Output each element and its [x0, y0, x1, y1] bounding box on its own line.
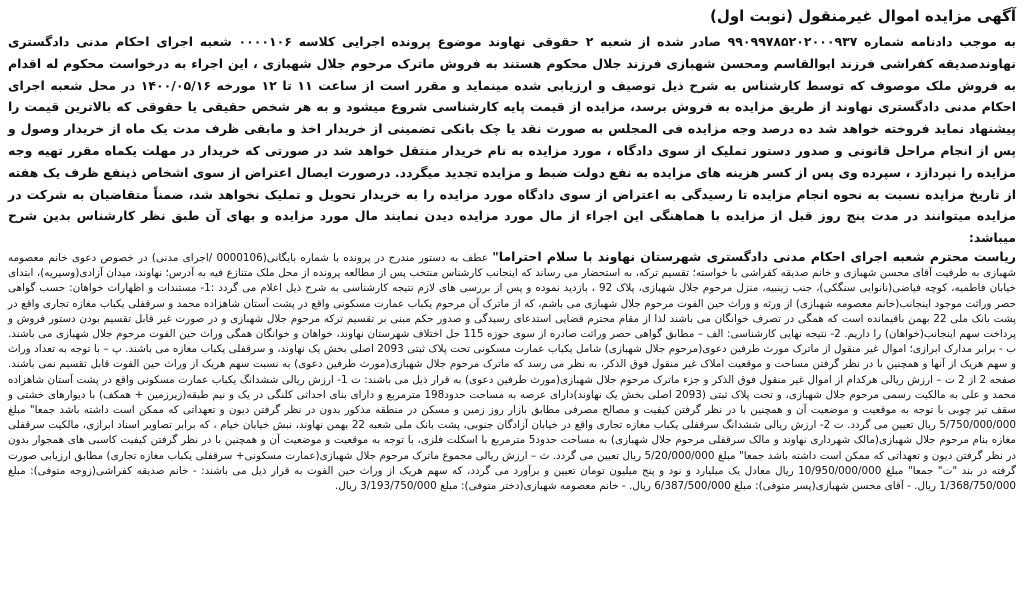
report-body: عطف به دستور مندرج در پرونده با شماره بایگانی(0000106 /اجرای مدنی) در خصوص دعوی خانم معصومه شهبازی به طرفیت آقای محسن شهبازی و خانم صدیقه کفراشی با خواسته؛ تقسیم ترکه، به استحضار می رساند که اینجانب کارشناس منتخب پس از مطالعه پرونده از محل ملک متنازع فیه به آدرس؛ نهاوند، میدان آزادی(وسیریه)، ابتدای خیابان فاطمیه، کوچه فیاضی(نانوایی سنگکی)، جنب زینبیه، منزل مرحوم جلال شهبازی، پلاک 92 ، بازدید نموده و پس از بررسی های لازم نتیجه کارشناسی به شرح ذیل اعلام می گردد :1- مستندات و اظهارات خواهان: حسب گواهی حصر وراثت موجود اینجانب(خانم معصومه شهبازی) از ورثه و وراث حین الفوت مرحوم جلال شهبازی می باشم، که از ماترک آن مرحوم یکباب عمارت مسکونی واقع در پشت آستان شاهزاده محمد و سرقفلی یکباب مغازه تجاری واقع در پشت بانک ملی 22 بهمن باقیمانده است که همگی در تصرف خوانگان می باشند لذا از مقام محترم قضایی استدعای رسیدگی و صدور حکم مبنی بر تقسیم ترکه مرحوم جلال شهبازی و در صورت غیر قابل تقسیم بودن دستور فروش و پرداخت سهم اینجانب(خواهان) را داریم. 2- نتیجه نهایی کارشناسی: الف – مطابق گواهی حصر وراثت صادره از سوی حوزه 115 حل اختلاف شهرستان نهاوند، خواهان و خوانگان همگی وراث حین الفوت مرحوم جلال شهبازی می باشند. ب - برابر مدارک ابرازی؛ اموال غیر منقول از ماترک مورث طرفین دعوی(مرحوم جلال شهبازی) شامل یکباب عمارت مسکونی تحت پلاک ثبتی 2093 اصلی بخش یک نهاوند، و سرقفلی یکباب مغازه می باشند. پ – با توجه به تعداد وراث و سهم هریک از آنها و همچنین با در نظر گرفتن مساحت و موقعیت املاک غیر منقول فوق الذکر، به نظر می رسد که ماترک مرحوم جلال شهبازی(مورث طرفین دعوی) به نسبت سهم هریک از وراث حین الفوت قابل تقسیم نمی باشند. صفحه 2 از 2 ت – ارزش ریالی هرکدام از اموال غیر منقول فوق الذکر و جزء ماترک مرحوم جلال شهبازی(مورث طرفین دعوی) به قرار ذیل می باشند: ت 1- ارزش ریالی ششدانگ یکباب عمارت مسکونی واقع در پشت آستان شاهزاده محمد و علی به مالکیت رسمی مرحوم جلال شهبازی، و تحت پلاک ثبتی (2093 اصلی بخش یک نهاوند)دارای عرصه به مساحت حدود198 مترمربع و دارای بنای احداثی کلنگی در یک و نیم طبقه(زیرزمین + همکف) با دیوارهای خشتی و سقف تیر چوبی با توجه به موقعیت و موضعیت آن و همچنین با در نظر گرفتن کیفیت و مصالح مصرفی مطابق بازار روز زمین و مسکن در منطقه مذکور بدون در نظر گرفتن دیون و تعهداتی که ممکن است داشته باشد جمعا" مبلغ 5/750/000/000 ریال تعیین می گردد. ت 2- ارزش ریالی ششدانگ سرقفلی یکباب مغازه تجاری واقع در خیابان آزادگان جنوبی، پشت بانک ملی شعبه 22 بهمن نهاوند، نبش خیابان خیام ، که برابر تصاویر اسناد ابرازی، مالکیت سرقفلی مغازه بنام مرحوم جلال شهبازی(مالک شهرداری نهاوند و مالک سرقفلی مرحوم جلال شهبازی) به مساحت حدود5 مترمربع با اسکلت فلزی، با توجه به موقعیت و موضعیت آن و همچنین با در نظر گرفتن کیفیت کاسبی های همجوار بدون در نظر گرفتن دیون و تعهداتی که ممکن است داشته باشد جمعا" مبلغ 5/20/000/000 ریال تعیین می گردد. ث – ارزش ریالی مجموع ماترک مرحوم جلال شهبازی(عمارت مسکونی+ سرقفلی یکباب مغازه تجاری) مطابق ارزیابی صورت گرفته در بند "ت" جمعا" مبلغ 10/950/000/000 ریال معادل یک میلیارد و نود و پنج میلیون تومان تعیین و برآورد می گردد، که سهم هریک از وراث حین الفوت به قرار ذیل می باشند: - خانم صدیقه کفراشی(زوجه متوفی): مبلغ 1/368/750/000 ریال. - آقای محسن شهبازی(پسر متوفی): مبلغ 6/387/500/000 ریال. - خانم معصومه شهبازی(دختر متوفی): مبلغ 3/193/750/000 ریال. [8, 251, 1017, 493]
notice-intro-paragraph: به موجب دادنامه شماره ۹۹۰۹۹۷۸۵۲۰۲۰۰۰۹۳۷ صادر شده از شعبه ۲ حقوقی نهاوند موضوع پرونده اجرایی کلاسه ۰۰۰۰۱۰۶ شعبه اجرای احکام مدنی دادگستری نهاوندصدیقه کفراشی فرزند ابوالقاسم ومحسن شهبازی فرزند جلال محکوم هستند به فروش ماترک مرحوم جلال شهبازی ، این اجراء به درخواست محکوم له اقدام به فروش ملک موصوف که توسط کارشناس به شرح ذیل توصیف و ارزیابی شده مینماید و مقرر است از ساعت ۱۱ تا ۱۲ مورخه ۱۴۰۰/۰۵/۱۶ در محل شعبه اجرای احکام مدنی دادگستری نهاوند از طریق مزایده به فروش برسد، مزایده از قیمت پایه کارشناسی شروع میشود و به هر شخص حقیقی یا حقوقی که بالاترین قیمت را پیشنهاد نماید فروخته خواهد شد ده درصد وجه مزایده فی المجلس به صورت نقد یا چک بانکی تضمینی از خریدار اخذ و مابقی ظرف مدت یک ماه از خریدار وصول و پس از انجام مراحل قانونی و صدور دستور تملیک از سوی دادگاه ، مورد مزایده به نام خریدار منتقل خواهد شد در صورتی که خریدار در مهلت یکماه مقرر تهیه وجه مزایده را نپردازد ، سپرده وی پس از کسر هزینه های مزایده به نفع دولت ضبط و مزایده تجدید میگردد. درصورت ایصال اعتراض از سوی اشخاص ذینفع ظرف یک هفته از تاریخ مزایده نسبت به نحوه انجام مزایده تا رسیدگی به اعتراض از سوی دادگاه مورد مزایده را به خریدار تحویل و تملیک نخواهد شد، ضمناً متقاضیان به شرکت در مزایده میتوانند در مدت پنج روز قبل از مزایده با هماهنگی این اجراء از مال مورد مزایده دیدن نمایند مال مورد مزایده و بهای آن طبق نظر کارشناس بدین شرح میباشد: [8, 34, 1016, 246]
expert-report-paragraph [8, 249, 1016, 494]
report-salutation: ریاست محترم شعبه اجرای احکام مدنی دادگستری شهرستان نهاوند با سلام احتراما" [492, 248, 1017, 264]
notice-title: آگهی مزایده اموال غیرمنقول (نوبت اول) [709, 7, 1016, 25]
